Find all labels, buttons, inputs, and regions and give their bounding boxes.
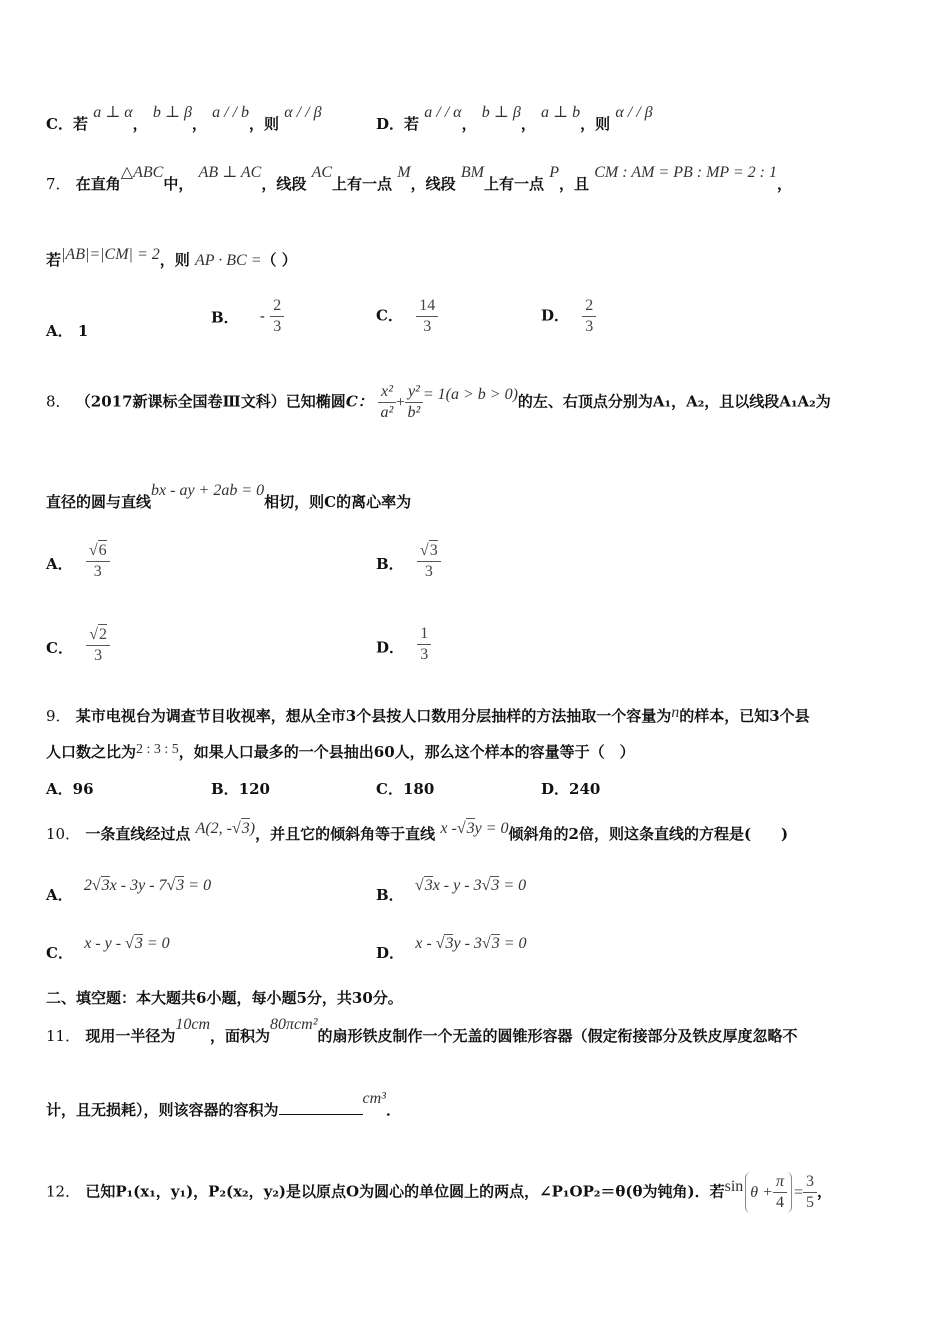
q8-option-d xyxy=(376,624,431,665)
fraction xyxy=(803,1172,817,1213)
option-label: C． xyxy=(46,944,73,962)
question-number: 12． xyxy=(46,1182,81,1201)
radicand: 3 xyxy=(241,820,250,837)
q8-stem xyxy=(46,382,831,423)
denominator: 3 xyxy=(93,563,102,580)
denominator: 3 xyxy=(273,318,282,335)
text: 计，且无损耗），则该容器的容积为 xyxy=(46,1101,279,1119)
math: + xyxy=(395,393,405,411)
denominator: 5 xyxy=(806,1194,814,1211)
text: （2017新课标全国卷Ⅲ文科）已知椭圆 xyxy=(75,392,346,411)
math-part: x - y - xyxy=(84,935,126,952)
text: ． xyxy=(385,1101,401,1119)
q10-option-b xyxy=(376,874,527,904)
option-label: B． xyxy=(376,886,404,904)
radicand: 3 xyxy=(176,877,185,894)
math: M xyxy=(397,164,411,181)
q7-option-c xyxy=(376,296,438,337)
text: ， xyxy=(817,1182,833,1201)
math: cm³ xyxy=(362,1090,386,1107)
q10-option-c xyxy=(46,932,170,962)
q7-option-b xyxy=(211,296,284,337)
option-label: B． xyxy=(211,780,239,798)
math: AC xyxy=(311,164,333,181)
text: 的样本，已知3个县 xyxy=(679,707,810,725)
numerator: y² xyxy=(405,382,423,403)
math-part: x - xyxy=(415,935,436,952)
q12-stem xyxy=(46,1172,832,1213)
text: 的扇形铁皮制作一个无盖的圆锥形容器（假定衔接部分及铁皮厚度忽略不 xyxy=(317,1027,798,1045)
math: b ⊥ β xyxy=(152,104,192,121)
denominator: a² xyxy=(380,404,394,421)
q8-stem-2 xyxy=(46,482,412,513)
q10-stem xyxy=(46,820,789,845)
option-label: D． xyxy=(541,306,570,325)
math-part: 2 xyxy=(83,877,92,894)
text: 已知P₁(x₁，y₁)，P₂(x₂，y₂)是以原点O为圆心的单位圆上的两点，∠P₁OP₂＝θ(θ为钝角)．若 xyxy=(85,1182,725,1201)
math-part: = 0 xyxy=(499,935,527,952)
numerator: 2 xyxy=(270,296,284,317)
question-number: 11． xyxy=(46,1027,81,1045)
paren-group xyxy=(745,1172,792,1213)
option-label: D． xyxy=(541,780,570,798)
fraction xyxy=(270,296,284,337)
math: x - √3y - 3√3 = 0 xyxy=(415,935,527,952)
text: 上有一点 xyxy=(483,175,544,193)
fraction xyxy=(582,296,596,337)
radicand: 6 xyxy=(98,542,107,559)
sign: - xyxy=(259,306,265,325)
question-number: 9． xyxy=(46,707,71,725)
radicand: 3 xyxy=(134,935,143,952)
option-label: B． xyxy=(376,555,404,573)
radicand: 3 xyxy=(466,820,475,837)
numerator: 3 xyxy=(803,1172,817,1193)
q11-stem-2 xyxy=(46,1090,401,1121)
option-value: 120 xyxy=(238,780,270,798)
fraction xyxy=(416,296,438,337)
math: AB ⊥ AC xyxy=(198,164,262,181)
option-label: B． xyxy=(211,308,239,327)
math: n xyxy=(671,704,680,721)
math: a ⊥ α xyxy=(93,104,133,121)
fraction: $\frac{√6}{3}$ xyxy=(86,540,110,582)
text: 若 xyxy=(46,251,62,269)
fraction xyxy=(417,624,431,665)
math: √3x - y - 3√3 = 0 xyxy=(414,877,527,894)
section-title: 二、填空题：本大题共6小题，每小题5分，共30分。 xyxy=(46,989,403,1007)
text: 相切，则C的离心率为 xyxy=(264,493,412,511)
text: 若 xyxy=(72,115,88,133)
numerator: 2 xyxy=(582,296,596,317)
denominator: b² xyxy=(407,404,421,421)
math: AP · BC = xyxy=(195,252,262,269)
denominator: 3 xyxy=(423,318,432,335)
text: 人口数之比为 xyxy=(46,743,137,761)
numerator: 1 xyxy=(417,624,431,645)
math-part: = 0 xyxy=(499,877,527,894)
q7-option-a xyxy=(46,320,88,341)
fraction: $\frac{√3}{3}$ xyxy=(417,540,441,582)
q9-option-a xyxy=(46,778,94,799)
option-label: C． xyxy=(46,639,73,657)
radicand: 3 xyxy=(491,935,500,952)
denominator: 3 xyxy=(424,563,433,580)
option-label: C． xyxy=(376,780,403,798)
math: b ⊥ β xyxy=(481,104,521,121)
q11-stem xyxy=(46,1016,798,1047)
math: CM : AM = PB : MP = 2 : 1 xyxy=(594,164,777,181)
option-label: D． xyxy=(376,944,405,962)
text: 中， xyxy=(163,175,194,193)
math: sin xyxy=(724,1177,744,1195)
math: a / / α xyxy=(424,104,462,121)
q9-stem xyxy=(46,706,810,727)
denominator: 3 xyxy=(585,318,594,335)
math: |AB|=|CM| = 2 xyxy=(61,246,160,263)
math-part: A(2, - xyxy=(195,820,233,837)
q9-option-b xyxy=(211,778,270,799)
q9-stem-2 xyxy=(46,742,635,764)
q7-stem-2 xyxy=(46,246,297,271)
numerator: π xyxy=(773,1172,787,1193)
text: ，线段 xyxy=(261,175,307,193)
fraction xyxy=(405,382,423,423)
numerator: x² xyxy=(378,382,396,403)
math: x -√3y = 0 xyxy=(440,820,509,837)
text: ， xyxy=(777,175,793,193)
text: C： xyxy=(345,392,373,411)
math: BM xyxy=(460,164,484,181)
option-label: A． xyxy=(46,322,73,340)
q6-option-d: D．若 a / / α， b ⊥ β， a ⊥ b，则 α / / β xyxy=(376,104,653,133)
math-part: y - 3 xyxy=(453,935,482,952)
math: = 1(a > b > 0) xyxy=(422,385,518,403)
math: α / / β xyxy=(284,104,322,121)
math-part: x - 3y - 7 xyxy=(109,877,167,894)
option-label: D． xyxy=(376,115,405,133)
text: 在直角 xyxy=(75,175,121,193)
math: a / / b xyxy=(212,104,250,121)
math: = xyxy=(793,1183,803,1201)
math: θ + xyxy=(750,1183,773,1201)
question-number: 10． xyxy=(46,825,81,843)
q7-stem xyxy=(46,164,793,195)
q8-option-c xyxy=(46,624,110,666)
text: （ ） xyxy=(261,251,297,269)
q9-option-d xyxy=(541,778,600,799)
fraction xyxy=(773,1172,787,1213)
option-value: 1 xyxy=(77,322,89,340)
denominator: 4 xyxy=(775,1194,784,1211)
option-label: C． xyxy=(46,115,73,133)
text: ，且 xyxy=(559,175,590,193)
text: ，如果人口最多的一个县抽出60人，那么这个样本的容量等于（ ） xyxy=(178,743,635,761)
option-label: A． xyxy=(46,555,73,573)
math-part: x - xyxy=(440,820,457,837)
q10-option-d xyxy=(376,932,527,962)
text: ，则 xyxy=(249,115,280,133)
q7-option-d xyxy=(541,296,596,337)
denominator: 3 xyxy=(420,646,429,663)
radicand: 3 xyxy=(445,935,454,952)
option-label: A． xyxy=(46,780,73,798)
fraction xyxy=(378,382,396,423)
text: 上有一点 xyxy=(332,175,393,193)
math: 2 : 3 : 5 xyxy=(136,742,179,757)
text: 现用一半径为 xyxy=(85,1027,176,1045)
math: x - y - √3 = 0 xyxy=(84,935,170,952)
text: ，并且它的倾斜角等于直线 xyxy=(255,825,436,843)
option-value: 240 xyxy=(569,780,601,798)
math: 80πcm² xyxy=(270,1016,318,1033)
text: 若 xyxy=(404,115,420,133)
radicand: 3 xyxy=(424,877,433,894)
text: ，线段 xyxy=(410,175,456,193)
text: 倾斜角的2倍，则这条直线的方程是( ) xyxy=(508,825,789,843)
text: ，则 xyxy=(580,115,611,133)
math: △ABC xyxy=(120,164,164,181)
text: 的左、右顶点分别为A₁，A₂，且以线段A₁A₂为 xyxy=(517,392,831,411)
text: ，面积为 xyxy=(210,1027,271,1045)
option-value: 180 xyxy=(402,780,435,798)
option-label: A． xyxy=(46,886,73,904)
math: 10cm xyxy=(175,1016,210,1033)
option-value: 96 xyxy=(72,780,94,798)
answer-blank[interactable] xyxy=(279,1100,363,1115)
text: 一条直线经过点 xyxy=(85,825,191,843)
q10-option-a xyxy=(46,874,212,904)
option-label: C． xyxy=(376,306,403,325)
fraction: $\frac{√2}{3}$ xyxy=(86,624,110,666)
math-part: ) xyxy=(249,820,256,837)
math: a ⊥ b xyxy=(541,104,581,121)
q6-option-c: C．若 a ⊥ α， b ⊥ β， a / / b，则 α / / β xyxy=(46,104,322,133)
text: 某市电视台为调查节目收视率，想从全市3个县按人口数用分层抽样的方法抽取一个容量为 xyxy=(75,707,672,725)
math: A(2, -√3) xyxy=(195,820,256,837)
math: 2√3x - 3y - 7√3 = 0 xyxy=(83,877,212,894)
q8-option-b xyxy=(376,540,441,582)
radicand: 2 xyxy=(98,626,107,643)
q8-option-a xyxy=(46,540,110,582)
math-part: = 0 xyxy=(142,935,170,952)
math-part: x - y - 3 xyxy=(432,877,482,894)
math-part: = 0 xyxy=(184,877,212,894)
math: P xyxy=(549,164,559,181)
text: ，则 xyxy=(159,251,190,269)
radicand: 3 xyxy=(491,877,500,894)
question-number: 8． xyxy=(46,392,71,411)
question-number: 7． xyxy=(46,175,71,193)
math: bx - ay + 2ab = 0 xyxy=(151,482,265,499)
radicand: 3 xyxy=(429,542,438,559)
radicand: 3 xyxy=(101,877,110,894)
numerator: 14 xyxy=(416,296,438,317)
text: 直径的圆与直线 xyxy=(46,493,152,511)
denominator: 3 xyxy=(94,647,103,664)
option-label: D． xyxy=(376,638,405,657)
math: α / / β xyxy=(615,104,653,121)
q9-option-c xyxy=(376,778,434,799)
math-part: y = 0 xyxy=(474,820,509,837)
